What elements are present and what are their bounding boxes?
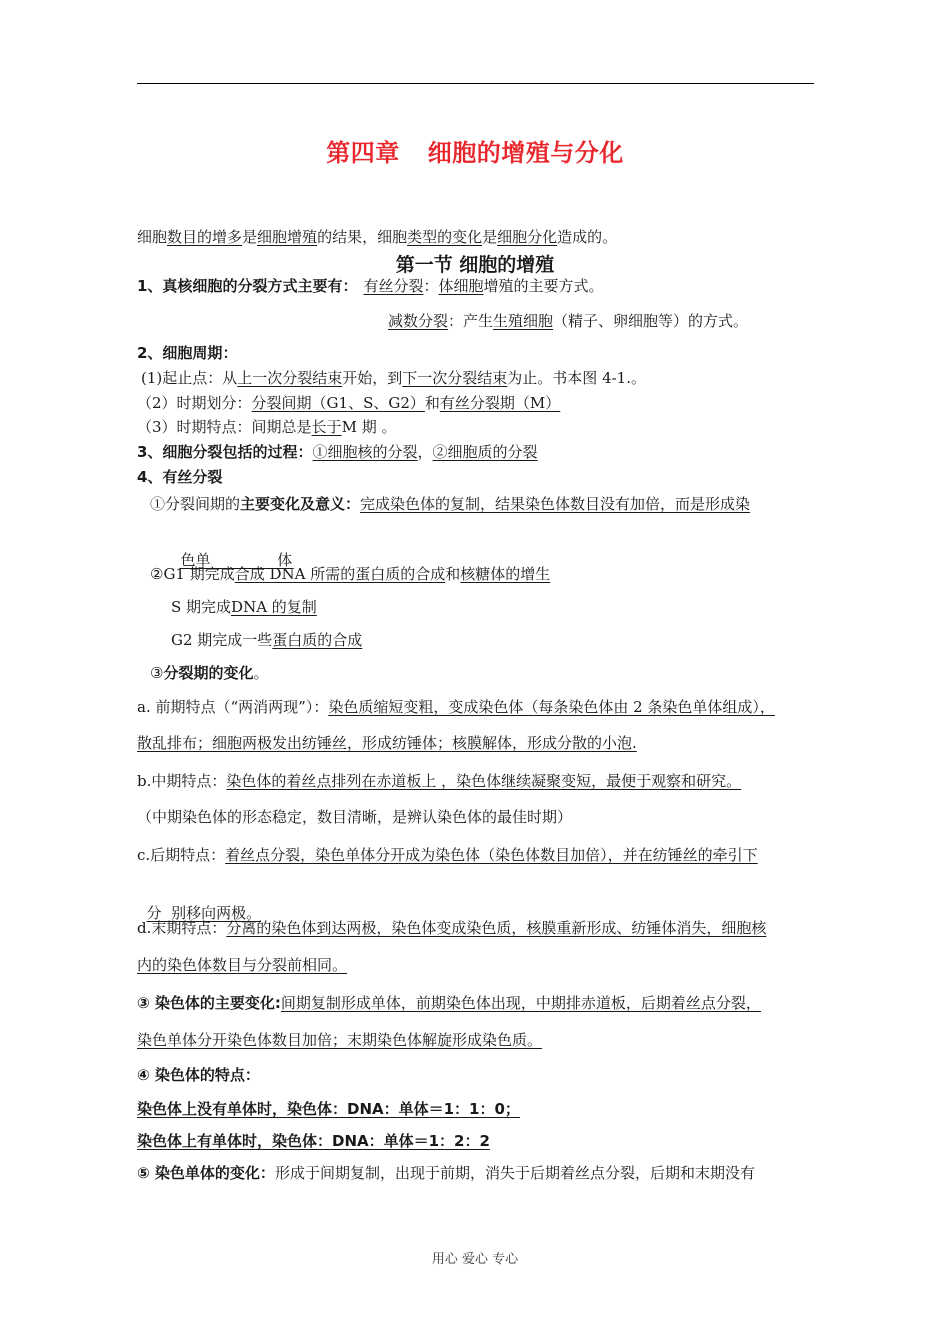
chromosome-changes: ③ 染色体的主要变化:间期复制形成单体，前期染色体出现，中期排赤道板，后期着丝点分裂， [137,994,761,1012]
ratio-with-chromatid: 染色体上有单体时，染色体：DNA：单体＝1：2：2 [137,1132,490,1150]
anaphase: c.后期特点：着丝点分裂，染色单体分开成为染色体（染色体数目加倍），并在纺锤丝的牵引下 [137,846,758,864]
chromatid-changes: ⑤ 染色单体的变化：形成于间期复制，出现于前期，消失于后期着丝点分裂，后期和末期没有 [137,1164,755,1182]
telophase-cont: 内的染色体数目与分裂前相同。 [137,956,348,974]
g2-phase: G2 期完成一些蛋白质的合成 [171,631,363,649]
interphase-changes: ①分裂间期的主要变化及意义：完成染色体的复制，结果染色体数目没有加倍，而是形成染 [150,495,751,513]
chapter-title [0,133,950,168]
g1-phase: ②G1 期完成合成 DNA 所需的蛋白质的合成和核糖体的增生 [150,565,551,583]
intro-paragraph: 细胞数目的增多是细胞增殖的结果，细胞类型的变化是细胞分化造成的。 [137,228,618,246]
ratio-no-chromatid: 染色体上没有单体时，染色体：DNA：单体＝1：1：0； [137,1100,520,1118]
item-2-3: （3）时期特点：间期总是长于M 期 。 [137,418,397,436]
chapter-number: 第四章 [326,139,400,167]
item-3: 3、细胞分裂包括的过程：①细胞核的分裂，②细胞质的分裂 [137,443,538,461]
item-2-1: (1)起止点：从上一次分裂结束开始，到下一次分裂结束为止。书本图 4-1.。 [141,369,646,387]
item-1-meiosis: 减数分裂：产生生殖细胞（精子、卵细胞等）的方式。 [388,312,749,330]
chapter-name: 细胞的增殖与分化 [427,139,624,167]
section-title: 第一节 细胞的增殖 [395,254,555,276]
telophase: d.末期特点：分离的染色体到达两极，染色体变成染色质，核膜重新形成、纺锤体消失，细胞核 [137,919,767,937]
chromosome-features-heading: ④ 染色体的特点： [137,1066,260,1084]
metaphase-note: （中期染色体的形态稳定，数目清晰，是辨认染色体的最佳时期） [137,808,573,826]
prophase-cont: 散乱排布；细胞两极发出纺锤丝，形成纺锤体；核膜解体，形成分散的小泡. [137,734,637,752]
s-phase: S 期完成DNA 的复制 [171,598,317,616]
prophase: a. 前期特点（“两消两现”）：染色质缩短变粗，变成染色体（每条染色体由 2 条染色单体组成）， [137,698,775,716]
anaphase-cont: 分 别移向两极。 [146,904,262,922]
interphase-changes-cont: 色单 体 [180,551,293,569]
header-rule [137,83,814,84]
item-4-heading: 4、有丝分裂 [137,468,223,486]
chromosome-changes-cont: 染色单体分开染色体数目加倍；末期染色体解旋形成染色质。 [137,1031,543,1049]
item-2-2: （2）时期划分：分裂间期（G1、S、G2）和有丝分裂期（M） [137,394,561,412]
page-footer: 用心 爱心 专心 [431,1252,519,1267]
item-2-heading: 2、细胞周期： [137,344,238,362]
metaphase: b.中期特点：染色体的着丝点排列在赤道板上 ，染色体继续凝聚变短，最便于观察和研究。 [137,772,742,790]
item-1: 1、真核细胞的分裂方式主要有： 有丝分裂：体细胞增殖的主要方式。 [137,277,604,295]
mitotic-phase-heading: ③分裂期的变化。 [150,664,269,682]
